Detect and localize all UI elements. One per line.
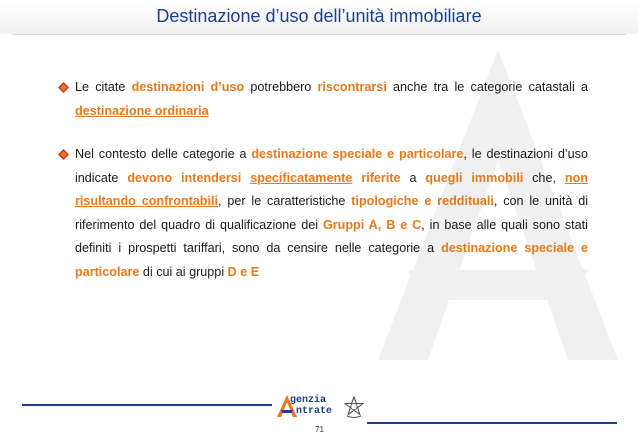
highlighted-term: Gruppi A, B e C	[322, 217, 422, 232]
text-segment: , per le caratteristiche	[217, 194, 352, 208]
highlighted-term: destinazione ordinaria	[75, 103, 209, 118]
text-segment: , le destinazioni d’uso indicate	[75, 147, 588, 185]
text-segment	[241, 171, 250, 185]
highlighted-term: riscontrarsi	[317, 80, 387, 94]
highlighted-term: tipologiche e reddituali	[351, 194, 494, 208]
highlighted-term: riferite	[361, 170, 401, 185]
text-segment: che,	[523, 170, 565, 185]
agenzia-entrate-logo	[272, 392, 367, 426]
text-segment: , in base alle quali sono stati definiti i prospetti tariffari, sono da censire nelle categorie a	[75, 217, 588, 255]
highlighted-term: non risultando confrontabili	[75, 170, 588, 208]
bullet-item	[58, 143, 588, 284]
text-segment: potrebbero	[244, 80, 318, 94]
highlighted-term: devono intendersi	[127, 170, 242, 185]
text-segment: , con le unità di riferimento del quadro di qualificazione dei	[75, 194, 588, 232]
bullet-item	[58, 76, 588, 123]
highlighted-term: specificatamente	[250, 170, 353, 185]
text-segment: di cui ai gruppi	[139, 264, 228, 279]
footer-rule-left	[22, 404, 272, 406]
highlighted-term: destinazione speciale e particolare	[251, 147, 464, 161]
slide-body	[58, 76, 588, 284]
logo-line-2: ntrate	[296, 406, 333, 417]
logo-line-1: genzia	[290, 395, 327, 406]
text-segment	[352, 171, 361, 185]
bullet-text	[75, 80, 588, 118]
highlighted-term: D e E	[227, 264, 260, 279]
bullet-text	[75, 147, 588, 279]
highlighted-term: destinazione speciale e particolare	[75, 241, 588, 279]
orange-diamond-bullet-icon	[58, 149, 69, 160]
logo-wordmark	[290, 395, 332, 417]
text-segment: a	[400, 170, 426, 185]
page-number: 71	[315, 425, 324, 434]
orange-diamond-bullet-icon	[58, 82, 69, 93]
text-segment: anche tra le categorie catastali a	[386, 80, 588, 94]
slide-title: Destinazione d’uso dell’unità immobiliare	[156, 6, 482, 26]
text-segment: Nel contesto delle categorie a	[75, 147, 252, 161]
italian-republic-emblem-icon	[344, 396, 364, 418]
highlighted-term: quegli immobili	[425, 170, 524, 185]
text-segment: Le citate	[75, 80, 132, 94]
title-divider	[12, 34, 626, 35]
footer-rule-right	[367, 422, 617, 424]
highlighted-term: destinazioni d’uso	[131, 80, 245, 94]
